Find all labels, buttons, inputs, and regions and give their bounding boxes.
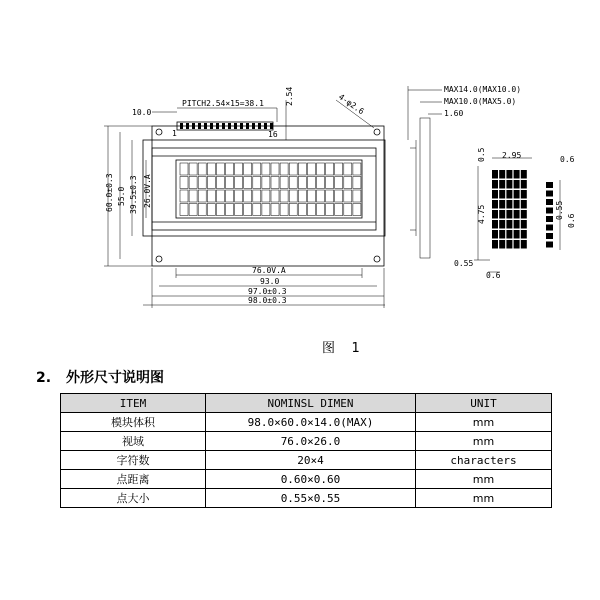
cell-dimension: 0.55×0.55 (206, 489, 416, 508)
pixel-dot (514, 210, 520, 219)
character-cell (280, 190, 288, 202)
character-cell (298, 190, 306, 202)
character-cell (244, 177, 252, 189)
table-row (61, 413, 552, 432)
dim-max10: MAX10.0(MAX5.0) (444, 97, 517, 106)
character-cell (253, 177, 261, 189)
pixel-dot (506, 200, 512, 209)
pixel-dot (521, 200, 527, 209)
section-title: 外形尺寸说明图 (66, 370, 164, 386)
character-cell (353, 204, 361, 216)
character-cell (289, 190, 297, 202)
character-cell (353, 190, 361, 202)
cell-dimension: 20×4 (206, 451, 416, 470)
pixel-dot (514, 230, 520, 239)
character-cell (335, 190, 343, 202)
character-cell (180, 190, 188, 202)
character-cell (216, 190, 224, 202)
header-unit: UNIT (416, 394, 552, 413)
pin (222, 123, 225, 129)
dim-pitch: PITCH2.54×15=38.1 (182, 99, 264, 108)
character-cell (353, 163, 361, 175)
pixel-dot (506, 210, 512, 219)
character-cell (235, 177, 243, 189)
dim-2-54: 2.54 (285, 86, 294, 106)
character-cell (280, 204, 288, 216)
character-cell (244, 190, 252, 202)
pin (240, 123, 243, 129)
pin (264, 123, 267, 129)
character-cell (262, 204, 270, 216)
pixel-dot (546, 191, 553, 197)
cell-unit: mm (416, 432, 552, 451)
dot-0-6-b: 0.6 (486, 271, 501, 280)
viewing-area (176, 160, 362, 218)
pixel-dot (492, 230, 498, 239)
character-cell (216, 177, 224, 189)
cell-unit: characters (416, 451, 552, 470)
pixel-dot (546, 233, 553, 239)
pixel-dot (521, 210, 527, 219)
dot-0-6-c: 0.6 (567, 213, 576, 228)
character-cell (235, 190, 243, 202)
character-cell (207, 163, 215, 175)
character-cell (335, 204, 343, 216)
table-row (61, 470, 552, 489)
cell-unit: mm (416, 413, 552, 432)
pixel-dot (492, 170, 498, 179)
pixel-dot (492, 180, 498, 189)
cell-dimension: 76.0×26.0 (206, 432, 416, 451)
pin (192, 123, 195, 129)
character-cell (189, 204, 197, 216)
character-cell (235, 163, 243, 175)
pixel-dot (506, 170, 512, 179)
character-cell (262, 163, 270, 175)
pin (180, 123, 183, 129)
character-grid (180, 163, 361, 216)
character-cell (344, 177, 352, 189)
dim-10: 10.0 (132, 108, 152, 117)
dot-0-6-a: 0.6 (560, 155, 575, 164)
character-cell (271, 204, 279, 216)
character-cell (298, 204, 306, 216)
character-cell (189, 177, 197, 189)
cell-dimension: 0.60×0.60 (206, 470, 416, 489)
pixel-dot (514, 190, 520, 199)
cell-item: 视域 (61, 432, 206, 451)
pixel-dot (499, 180, 505, 189)
dim-97: 97.0±0.3 (248, 287, 287, 296)
character-cell (344, 204, 352, 216)
character-cell (253, 190, 261, 202)
mount-hole (374, 129, 380, 135)
side-view (420, 118, 430, 258)
cell-dimension: 98.0×60.0×14.0(MAX) (206, 413, 416, 432)
pixel-dot (506, 190, 512, 199)
pixel-dot (521, 220, 527, 229)
pixel-dot (499, 170, 505, 179)
pixel-dot (492, 220, 498, 229)
character-cell (289, 204, 297, 216)
dim-55: 55.0 (117, 186, 126, 206)
pin (258, 123, 261, 129)
pin (234, 123, 237, 129)
pin (270, 123, 273, 129)
character-cell (244, 163, 252, 175)
character-cell (326, 177, 334, 189)
pixel-dot (506, 240, 512, 249)
pixel-dot (546, 182, 553, 188)
pin (210, 123, 213, 129)
character-cell (198, 204, 206, 216)
pin-1-label: 1 (172, 129, 177, 138)
table-row (61, 432, 552, 451)
character-cell (189, 190, 197, 202)
pixel-dot (521, 180, 527, 189)
pin (204, 123, 207, 129)
character-cell (262, 190, 270, 202)
character-cell (226, 190, 234, 202)
character-cell (226, 163, 234, 175)
character-cell (307, 177, 315, 189)
pin-16-label: 16 (268, 130, 278, 139)
character-cell (298, 177, 306, 189)
pixel-dot (514, 220, 520, 229)
character-cell (298, 163, 306, 175)
character-cell (326, 204, 334, 216)
pixel-dot (546, 225, 553, 231)
dim-39-5: 39.5±0.3 (129, 175, 138, 214)
character-cell (198, 177, 206, 189)
character-cell (353, 177, 361, 189)
table-row (61, 451, 552, 470)
character-cell (317, 163, 325, 175)
pixel-dot (546, 208, 553, 214)
character-cell (216, 163, 224, 175)
pixel-dot (499, 210, 505, 219)
dot-2-95: 2.95 (502, 151, 522, 160)
character-cell (317, 204, 325, 216)
pixel-dot (521, 240, 527, 249)
dot-4-75: 4.75 (477, 204, 486, 224)
table-header-row (61, 394, 552, 413)
character-cell (216, 204, 224, 216)
dimension-table (60, 393, 552, 508)
character-cell (271, 190, 279, 202)
character-cell (253, 204, 261, 216)
pin (252, 123, 255, 129)
pixel-dot (506, 230, 512, 239)
pin (246, 123, 249, 129)
cell-item: 模块体积 (61, 413, 206, 432)
pixel-dot (546, 216, 553, 222)
character-cell (289, 177, 297, 189)
character-cell (280, 177, 288, 189)
pixel-dot (521, 230, 527, 239)
dim-60: 60.0±0.3 (105, 173, 114, 212)
dot-matrix-detail (492, 170, 553, 249)
character-cell (326, 163, 334, 175)
cell-unit: mm (416, 470, 552, 489)
hole-spec: 4-φ2.6 (336, 92, 366, 117)
pixel-dot (521, 170, 527, 179)
figure-caption: 图 1 (322, 341, 360, 356)
pin (198, 123, 201, 129)
character-cell (180, 163, 188, 175)
mount-hole (156, 129, 162, 135)
pcb-outline (152, 126, 384, 266)
header-dimension: NOMINSL DIMEN (206, 394, 416, 413)
character-cell (317, 177, 325, 189)
cell-item: 点大小 (61, 489, 206, 508)
pixel-dot (506, 220, 512, 229)
character-cell (335, 177, 343, 189)
pin (216, 123, 219, 129)
character-cell (180, 204, 188, 216)
pin (186, 123, 189, 129)
character-cell (344, 163, 352, 175)
dim-76: 76.0V.A (252, 266, 286, 275)
cell-item: 点距离 (61, 470, 206, 489)
mount-hole (374, 256, 380, 262)
character-cell (271, 163, 279, 175)
character-cell (335, 163, 343, 175)
character-cell (289, 163, 297, 175)
dot-0-55-b: 0.55 (555, 200, 564, 220)
character-cell (244, 204, 252, 216)
pixel-dot (514, 180, 520, 189)
pin (228, 123, 231, 129)
character-cell (235, 204, 243, 216)
character-cell (326, 190, 334, 202)
dim-1-60: 1.60 (444, 109, 464, 118)
pixel-dot (521, 190, 527, 199)
pixel-dot (499, 220, 505, 229)
pixel-dot (506, 180, 512, 189)
cell-unit: mm (416, 489, 552, 508)
character-cell (198, 163, 206, 175)
character-cell (226, 204, 234, 216)
pixel-dot (499, 190, 505, 199)
dot-0-55-a: 0.55 (454, 259, 474, 268)
pixel-dot (499, 200, 505, 209)
pixel-dot (492, 190, 498, 199)
character-cell (307, 190, 315, 202)
character-cell (344, 190, 352, 202)
character-cell (253, 163, 261, 175)
section-heading (36, 367, 164, 387)
character-cell (189, 163, 197, 175)
header-item: ITEM (61, 394, 206, 413)
pixel-dot (499, 240, 505, 249)
mount-hole (156, 256, 162, 262)
pixel-dot (546, 199, 553, 205)
character-cell (317, 190, 325, 202)
dim-max14: MAX14.0(MAX10.0) (444, 85, 522, 94)
pixel-dot (492, 210, 498, 219)
pixel-dot (492, 200, 498, 209)
dim-93: 93.0 (260, 277, 280, 286)
character-cell (207, 190, 215, 202)
dim-98: 98.0±0.3 (248, 296, 287, 305)
pixel-dot (514, 170, 520, 179)
character-cell (307, 204, 315, 216)
character-cell (280, 163, 288, 175)
character-cell (198, 190, 206, 202)
character-cell (262, 177, 270, 189)
character-cell (307, 163, 315, 175)
pixel-dot (499, 230, 505, 239)
character-cell (271, 177, 279, 189)
cell-item: 字符数 (61, 451, 206, 470)
character-cell (180, 177, 188, 189)
section-number: 2. (36, 370, 52, 386)
pixel-dot (514, 240, 520, 249)
character-cell (207, 204, 215, 216)
pixel-dot (492, 240, 498, 249)
table-row (61, 489, 552, 508)
dim-26: 26.0V.A (143, 174, 152, 208)
character-cell (226, 177, 234, 189)
dot-0-5: 0.5 (477, 147, 486, 162)
pixel-dot (514, 200, 520, 209)
pixel-dot (546, 242, 553, 248)
character-cell (207, 177, 215, 189)
